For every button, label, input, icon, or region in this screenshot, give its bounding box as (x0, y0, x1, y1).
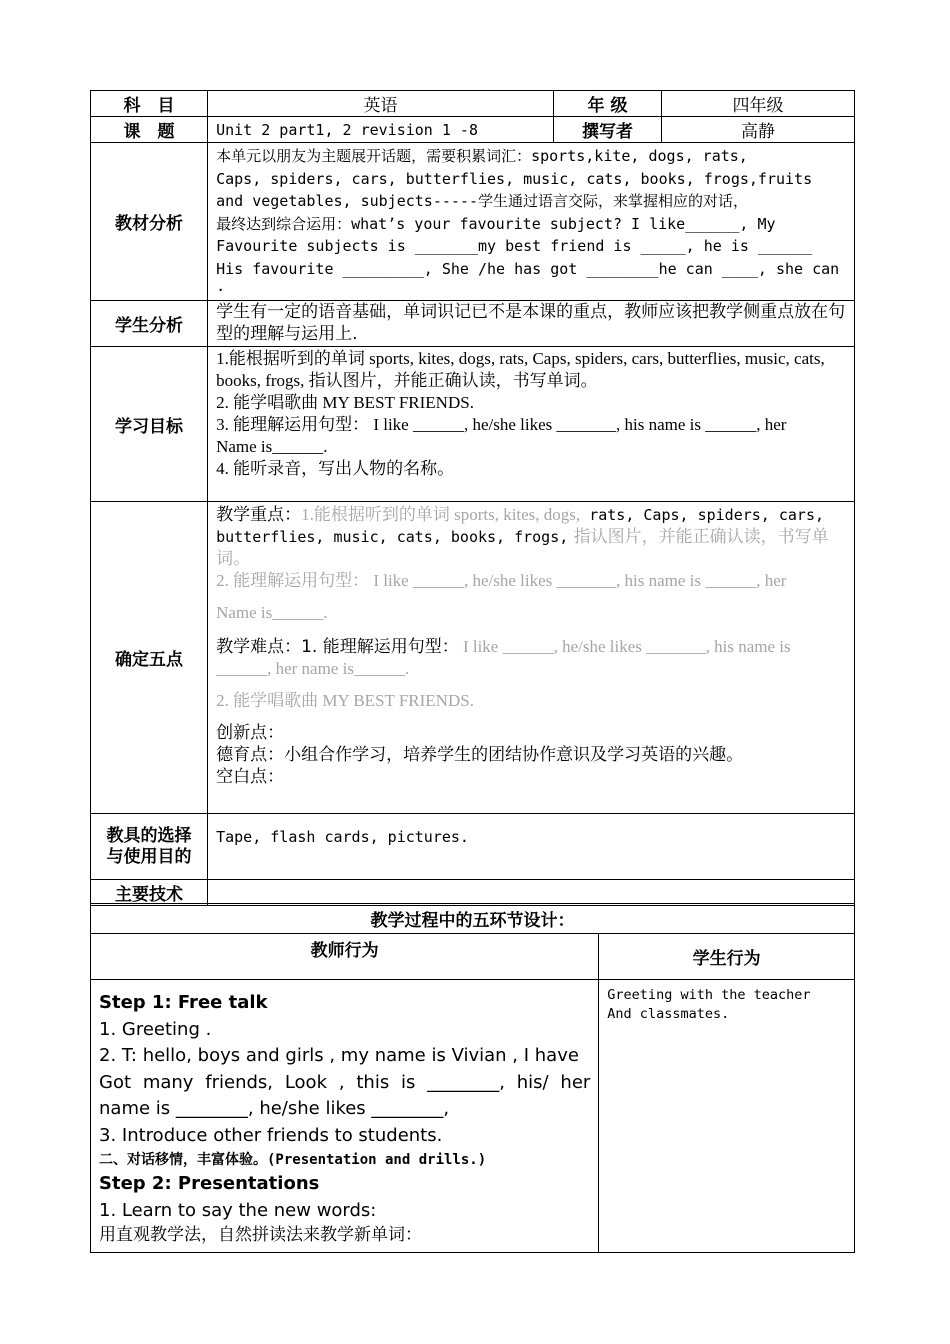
material-line: His favourite _________, She /he has got ________he can ____, she can (216, 259, 840, 278)
key-points (216, 504, 846, 570)
goal-item: 3. 能理解运用句型： I like ______, he/she likes _______, his name is ______, her (216, 415, 787, 434)
step1-title: Step 1: Free talk (99, 992, 268, 1013)
tech-value (208, 880, 855, 906)
teaching-process-table (90, 903, 855, 1253)
difficult-prefix: 教学难点：1. 能理解运用句型： (216, 637, 459, 657)
grade-label: 年 级 (554, 91, 662, 117)
goal-item: 4. 能听录音，写出人物的名称。 (216, 459, 455, 478)
section-2-heading: 二、对话移情，丰富体验。(Presentation and drills.) (99, 1152, 487, 1168)
material-line: and vegetables, subjects-----学生通过语言交际，来掌握相应的对话， (216, 192, 748, 210)
material-analysis-label: 教材分析 (91, 143, 208, 301)
key-prefix: 教学重点： (216, 505, 302, 525)
material-line: Favourite subjects is _______my best friend is _____, he is ______ (216, 237, 813, 255)
step2-item: 用直观教学法，自然拼读法来教学新单词： (99, 1225, 422, 1245)
step1-item: Got many friends, Look , this is ________, his/ her (99, 1071, 591, 1093)
student-behavior-line: And classmates. (607, 1006, 730, 1022)
grade-value: 四年级 (662, 91, 855, 117)
step2-item: 1. Learn to say the new words: (99, 1199, 377, 1221)
five-points-label: 确定五点 (91, 502, 208, 814)
goal-item: Name is______. (216, 437, 328, 456)
goal-item: 2. 能学唱歌曲 MY BEST FRIENDS. (216, 393, 474, 412)
key-point-2b: Name is______. (216, 603, 328, 622)
student-analysis-text: 学生有一定的语音基础，单词识记已不是本课的重点，教师应该把教学侧重点放在句型的理解与运用上. (208, 301, 855, 347)
material-line: 最终达到综合运用：what’s your favourite subject? I like______, My (216, 214, 776, 233)
tools-label: 教具的选择与使用目的 (91, 814, 208, 880)
difficult-point-2: 2. 能学唱歌曲 MY BEST FRIENDS. (216, 691, 474, 710)
material-line: 本单元以朋友为主题展开话题，需要积累词汇：sports,kite, dogs, rats, (216, 147, 748, 165)
learning-goals-content (208, 347, 855, 502)
difficult-rest: I like ______, he/she likes _______, his name is ______, her name is______. (216, 637, 791, 678)
author-value: 高静 (662, 117, 855, 143)
tools-value: Tape, flash cards, pictures. (208, 814, 855, 880)
key-words: rats, Caps, spiders, cars, butterflies, music, cats, books, frogs, (216, 506, 825, 546)
lesson-value: Unit 2 part1, 2 revision 1 -8 (208, 117, 554, 143)
material-line: Caps, spiders, cars, butterflies, music, cats, books, frogs,fruits (216, 169, 813, 188)
difficult-points (216, 636, 846, 680)
step1-item: 1. Greeting . (99, 1018, 212, 1040)
key-point-2: 2. 能理解运用句型： I like ______, he/she likes _______, his name is ______, her (216, 571, 787, 590)
step2-title: Step 2: Presentations (99, 1173, 320, 1194)
step1-item: 3. Introduce other friends to students. (99, 1124, 443, 1146)
subject-label: 科 目 (91, 91, 208, 117)
lesson-label: 课 题 (91, 117, 208, 143)
student-behavior-line: Greeting with the teacher (607, 987, 811, 1003)
material-analysis-content (208, 143, 855, 301)
process-title: 教学过程中的五环节设计： (91, 904, 855, 934)
material-line: . (216, 277, 226, 295)
innovation-point: 创新点： (216, 723, 285, 743)
tech-label: 主要技术 (91, 880, 208, 906)
student-analysis-label: 学生分析 (91, 301, 208, 347)
five-points-content (208, 502, 855, 814)
step1-item: 2. T: hello, boys and girls , my name is Vivian , I have (99, 1045, 579, 1066)
key-gray-1: 1.能根据听到的单词 sports, kites, dogs, (301, 505, 581, 524)
subject-value: 英语 (208, 91, 554, 117)
student-header: 学生行为 (599, 934, 855, 980)
student-behavior-cell (599, 980, 855, 1253)
teacher-behavior-cell (91, 980, 599, 1253)
lesson-info-table (90, 90, 855, 906)
blank-point: 空白点： (216, 767, 285, 787)
learning-goals-label: 学习目标 (91, 347, 208, 502)
author-label: 撰写者 (554, 117, 662, 143)
moral-point: 德育点：小组合作学习，培养学生的团结协作意识及学习英语的兴趣。 (216, 745, 744, 765)
goal-item: 1.能根据听到的单词 sports, kites, dogs, rats, Caps, spiders, cars, butterflies, music, cats, books, frogs, 指认图片，并能正确认读，书写单词。 (216, 349, 825, 390)
teacher-header: 教师行为 (91, 934, 599, 980)
key-gray-2: 指认图片，并能正确认读，书写单词。 (216, 527, 829, 569)
step1-item: name is ________, he/she likes ________, (99, 1098, 450, 1119)
